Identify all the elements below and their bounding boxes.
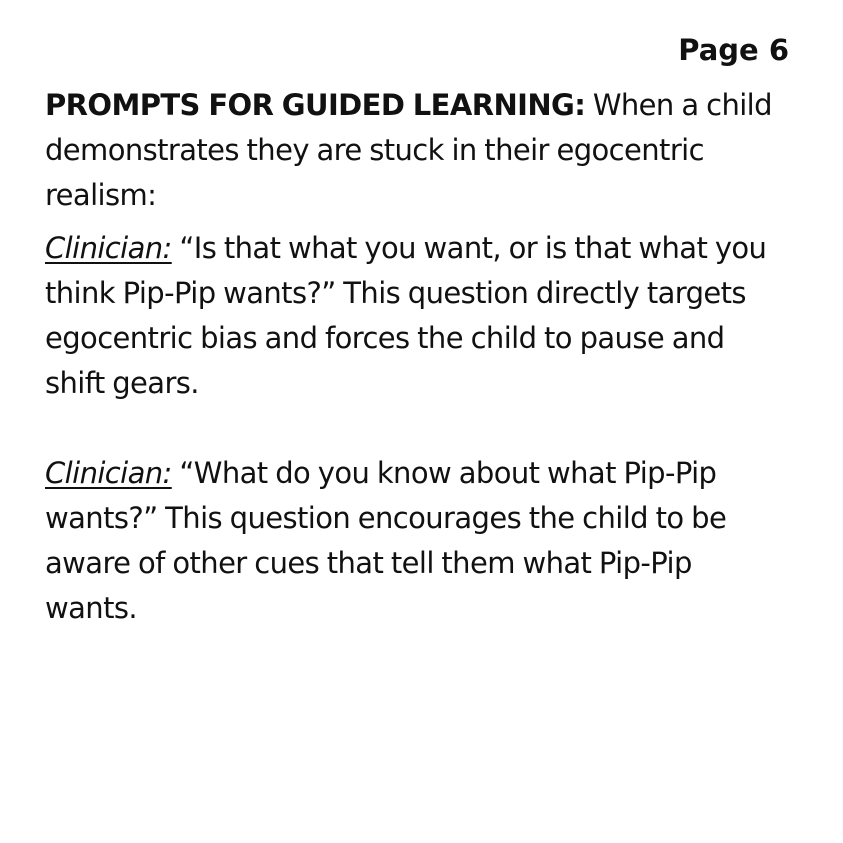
intro-paragraph <box>45 83 785 218</box>
intro-text: When a child demonstrates they are stuck in their egocentric realism: <box>45 88 772 212</box>
section-heading: PROMPTS FOR GUIDED LEARNING: <box>45 88 586 122</box>
prompt-text: “Is that what you want, or is that what you think Pip-Pip wants?” This question directly targets egocentric bias and forces the child to pause and shift gears. <box>45 231 767 400</box>
document-body <box>45 83 785 631</box>
page-number: Page 6 <box>678 33 789 67</box>
prompt-paragraph <box>45 451 785 631</box>
prompt-text: “What do you know about what Pip-Pip wants?” This question encourages the child to be aware of other cues that tell them what Pip-Pip wants. <box>45 456 727 625</box>
prompt-paragraph <box>45 226 785 406</box>
speaker-label: Clinician: <box>45 456 172 490</box>
speaker-label: Clinician: <box>45 231 172 265</box>
